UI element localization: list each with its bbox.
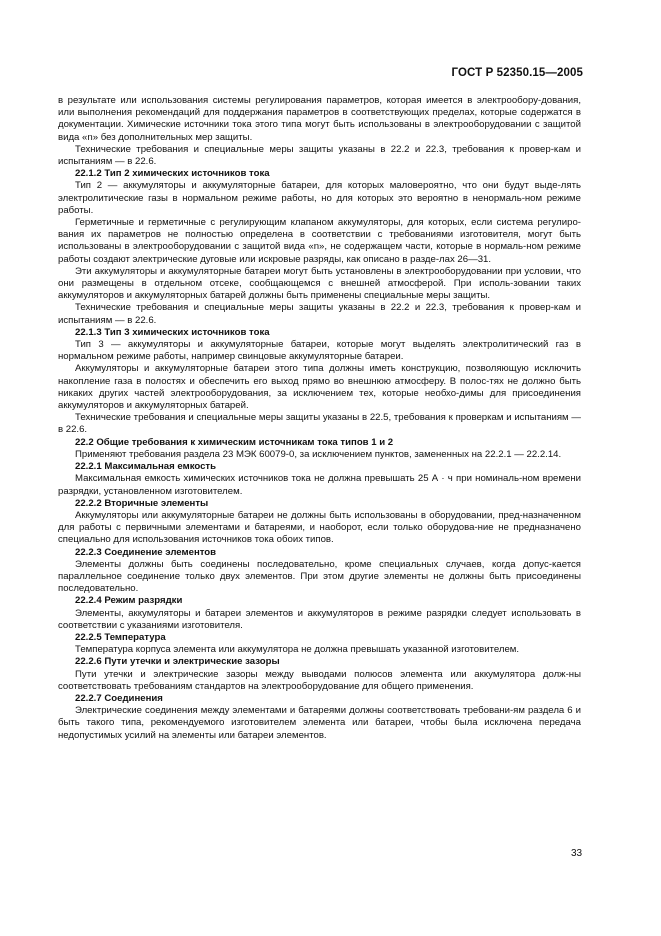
paragraph: в результате или использования системы регулирования параметров, которая имеется в электрообору-дования, или выполнения рекомендаций для поддержания параметров в соответствующих пределах, которые содержатся в документации. Химические источники тока этого типа могут быть использованы в электрооборудовании с защитой вида «n» без дополнительных мер защиты. (58, 95, 581, 143)
paragraph: Аккумуляторы или аккумуляторные батареи не должны быть использованы в оборудовании, пред-назначенном для работы с первичными элементами и батареями, и наоборот, если только оборудова-ние не предназначено специально для использования источников тока обоих типов. (58, 509, 581, 546)
section-heading: 22.2.3 Соединение элементов (75, 546, 217, 558)
paragraph: Технические требования и специальные меры защиты указаны в 22.5, требования к проверкам и испытаниям — в 22.6. (58, 412, 581, 436)
section-heading: 22.2.4 Режим разрядки (75, 595, 183, 607)
paragraph: Технические требования и специальные меры защиты указаны в 22.2 и 22.3, требования к провер-кам и испытаниям — в 22.6. (58, 143, 581, 168)
paragraph: Применяют требования раздела 23 МЭК 60079-0, за исключением пунктов, замененных на 22.2.1 — 22.2.14. (75, 448, 562, 460)
section-heading: 22.2 Общие требования к химическим источникам тока типов 1 и 2 (75, 436, 394, 448)
section-heading: 22.2.1 Максимальная емкость (75, 461, 217, 473)
paragraph: Технические требования и специальные меры защиты указаны в 22.2 и 22.3, требования к провер-кам и испытаниям — в 22.6. (58, 302, 581, 326)
paragraph: Температура корпуса элемента или аккумулятора не должна превышать указанной изготовителем. (75, 644, 520, 656)
document-header: ГОСТ Р 52350.15—2005 (451, 67, 583, 79)
paragraph: Электрические соединения между элементами и батареями должны соответствовать требовани-ям раздела 6 и быть такого типа, рекомендуемого изготовителем элемента или батареи, чтобы была исключена передача недопустимых усилий на элементы или батареи элементов. (58, 705, 581, 741)
paragraph: Тип 2 — аккумуляторы и аккумуляторные батареи, для которых маловероятно, что они будут выде-лять электролитические газы в нормальном режиме работы, но для которых это вероятно в ненормаль-ном режиме работы. (58, 180, 581, 216)
section-heading: 22.1.3 Тип 3 химических источников тока (75, 326, 270, 338)
paragraph: Пути утечки и электрические зазоры между выводами полюсов элемента или аккумулятора долж-ны соответствовать требованиям стандартов на электрооборудование для общего применения. (58, 668, 581, 692)
paragraph: Аккумуляторы и аккумуляторные батареи этого типа должны иметь конструкцию, позволяющую исключить накопление газа в полостях и обеспечить его выход прямо во внешнюю атмосферу. В полос-тях не должно быть никаких других частей электрооборудования, за исключением тех, которые необхо-димы для присоединения аккумуляторов и аккумуляторных батарей. (58, 363, 581, 412)
document-body (58, 95, 581, 742)
paragraph: Герметичные и герметичные с регулирующим клапаном аккумуляторы, для которых, если система регулиро-вания их параметров не полностью определена в соответствии с требованиями изготовителя, могут быть использованы в электрооборудовании с защитой вида «n», не содержащем части, которые в нормаль-ном режиме работы создают электрические дуговые или искровые разряды, как описано в разде-лах 26—31. (58, 217, 581, 265)
paragraph: Максимальная емкость химических источников тока не должна превышать 25 А · ч при номиналь-ном времени разрядки, установленном изготовителем. (58, 473, 581, 497)
page-number: 33 (571, 848, 583, 859)
section-heading: 22.2.5 Температура (75, 631, 166, 643)
paragraph: Тип 3 — аккумуляторы и аккумуляторные батареи, которые могут выделять электролитический газ в нормальном режиме работы, например свинцовые аккумуляторные батареи. (58, 339, 581, 363)
paragraph: Эти аккумуляторы и аккумуляторные батареи могут быть установлены в электрооборудовании при условии, что они размещены в отдельном отсеке, сообщающемся с внешней атмосферой. При исполь-зовании таких аккумуляторов и аккумуляторных батарей должны быть применены специальные меры защиты. (58, 265, 581, 302)
section-heading: 22.2.7 Соединения (75, 692, 163, 704)
paragraph: Элементы должны быть соединены последовательно, кроме специальных случаев, когда допус-кается параллельное соединение только двух элементов. При этом другие элементы не должны быть присоединены последовательно. (58, 558, 581, 595)
section-heading: 22.2.6 Пути утечки и электрические зазоры (75, 656, 280, 668)
section-heading: 22.2.2 Вторичные элементы (75, 497, 209, 509)
paragraph: Элементы, аккумуляторы и батареи элементов и аккумуляторов в режиме разрядки следует использовать в соответствии с указаниями изготовителя. (58, 607, 581, 631)
section-heading: 22.1.2 Тип 2 химических источников тока (75, 168, 270, 180)
